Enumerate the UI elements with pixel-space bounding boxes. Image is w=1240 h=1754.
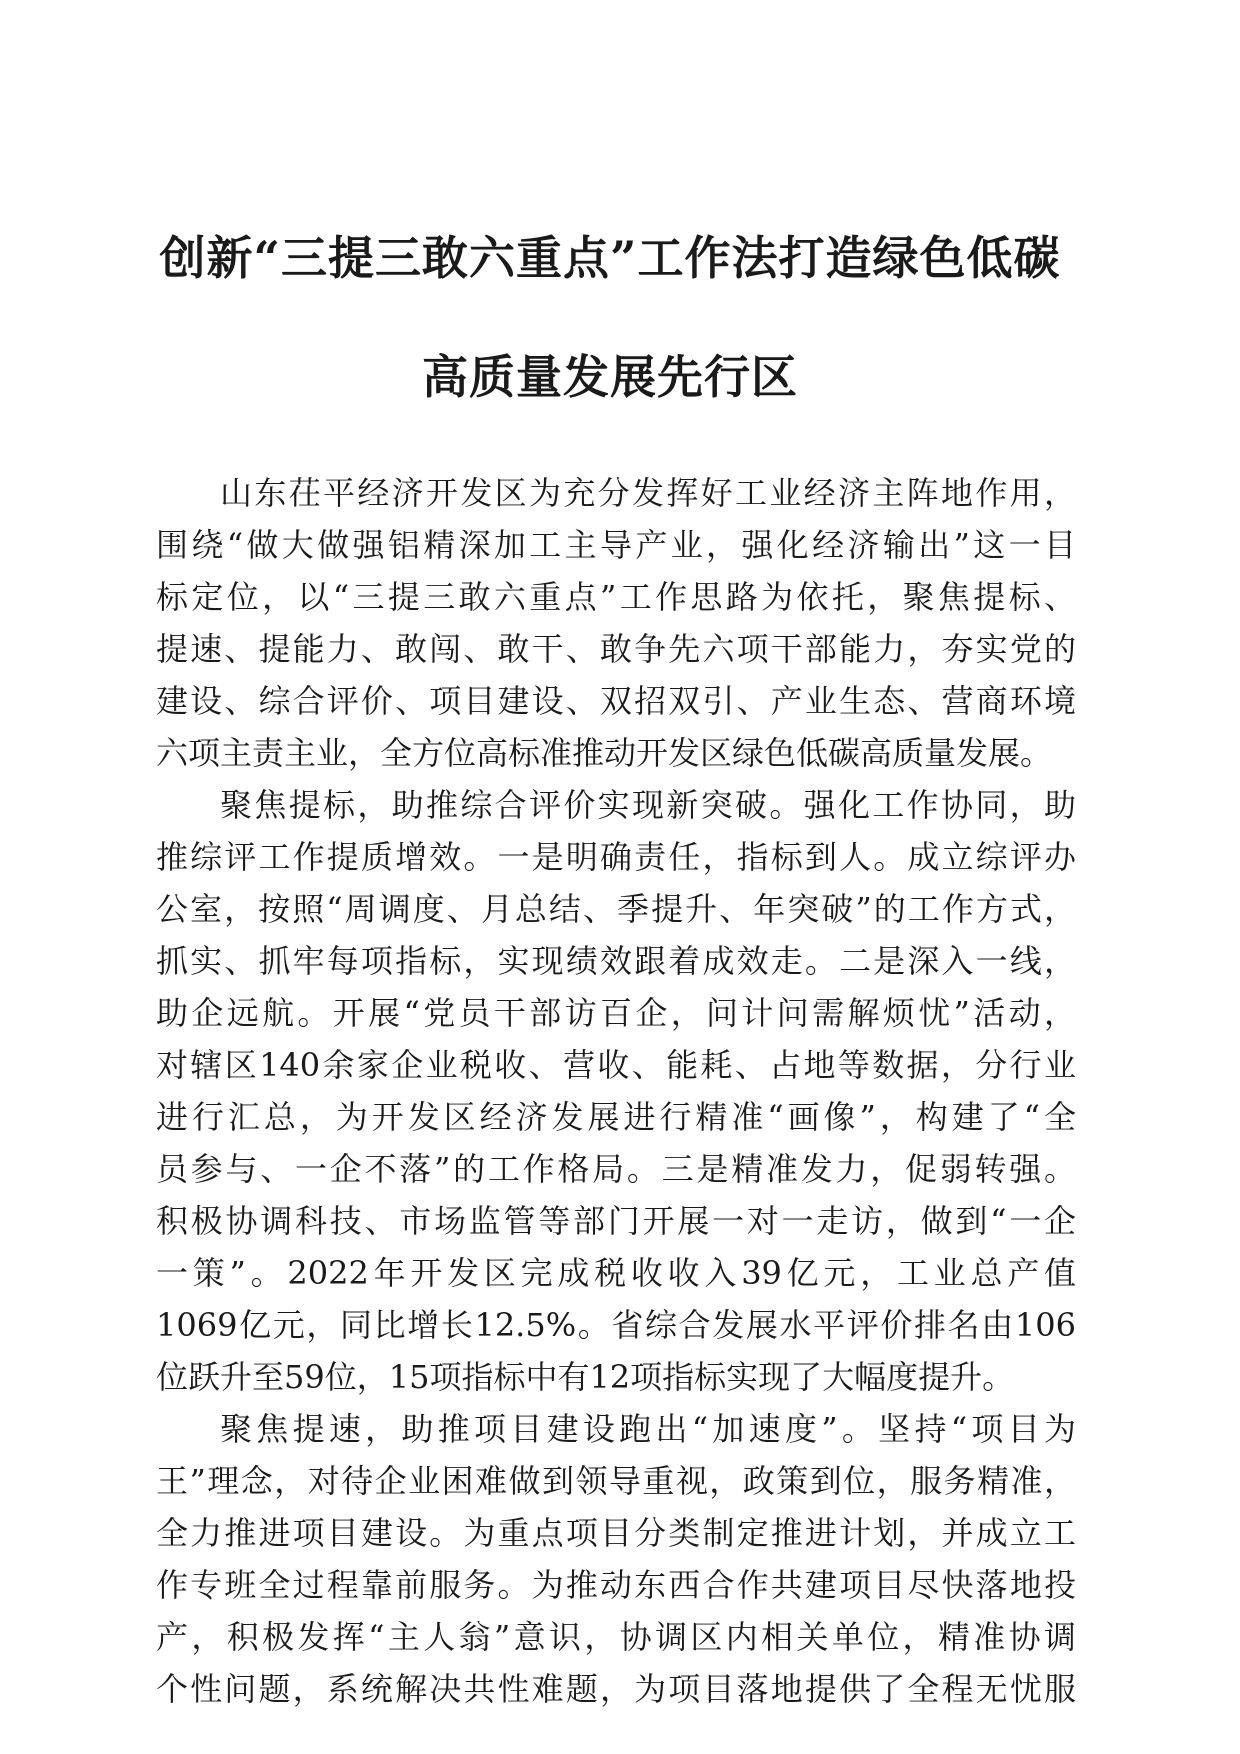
text-line: 1069亿元，同比增长12.5%。省综合发展水平评价排名由106	[156, 1306, 1076, 1344]
text-line: 提速、提能力、敢闯、敢干、敢争先六项干部能力，夯实党的	[156, 630, 1076, 668]
text-line: 标定位，以“三提三敢六重点”工作思路为依托，聚焦提标、	[156, 578, 1076, 616]
text-line: 员参与、一企不落”的工作格局。三是精准发力，促弱转强。	[156, 1150, 1076, 1188]
text-line: 对辖区140余家企业税收、营收、能耗、占地等数据，分行业	[156, 1046, 1076, 1084]
document-title-line-2: 高质量发展先行区	[422, 350, 798, 404]
text-line: 个性问题，系统解决共性难题，为项目落地提供了全程无忧服	[156, 1670, 1076, 1708]
text-line: 推综评工作提质增效。一是明确责任，指标到人。成立综评办	[156, 838, 1076, 876]
text-line: 抓实、抓牢每项指标，实现绩效跟着成效走。二是深入一线，	[156, 942, 1076, 980]
text-line: 六项主责主业，全方位高标准推动开发区绿色低碳高质量发展。	[156, 734, 1053, 772]
text-line: 一策”。2022年开发区完成税收收入39亿元，工业总产值	[156, 1254, 1076, 1292]
text-line: 山东茌平经济开发区为充分发挥好工业经济主阵地作用，	[220, 474, 1076, 512]
text-line: 进行汇总，为开发区经济发展进行精准“画像”，构建了“全	[156, 1098, 1076, 1136]
text-line: 产，积极发挥“主人翁”意识，协调区内相关单位，精准协调	[156, 1618, 1076, 1656]
text-line: 建设、综合评价、项目建设、双招双引、产业生态、营商环境	[156, 682, 1076, 720]
paragraph-1	[156, 467, 1076, 779]
text-line: 聚焦提速，助推项目建设跑出“加速度”。坚持“项目为	[220, 1410, 1076, 1448]
text-line: 公室，按照“周调度、月总结、季提升、年突破”的工作方式，	[156, 890, 1076, 928]
text-line: 助企远航。开展“党员干部访百企，问计问需解烦忧”活动，	[156, 994, 1076, 1032]
text-line: 聚焦提标，助推综合评价实现新突破。强化工作协同，助	[220, 786, 1076, 824]
document-body	[156, 467, 1076, 1715]
text-line: 作专班全过程靠前服务。为推动东西合作共建项目尽快落地投	[156, 1566, 1076, 1604]
document-title-line-1: 创新“三提三敢六重点”工作法打造绿色低碳	[159, 231, 1061, 285]
text-line: 位跃升至59位，15项指标中有12项指标实现了大幅度提升。	[156, 1358, 1015, 1396]
text-line: 全力推进项目建设。为重点项目分类制定推进计划，并成立工	[156, 1514, 1076, 1552]
text-line: 积极协调科技、市场监管等部门开展一对一走访，做到“一企	[156, 1202, 1076, 1240]
paragraph-3	[156, 1403, 1076, 1715]
text-line: 围绕“做大做强铝精深加工主导产业，强化经济输出”这一目	[156, 526, 1076, 564]
text-line: 王”理念，对待企业困难做到领导重视，政策到位，服务精准，	[156, 1462, 1076, 1500]
paragraph-2	[156, 779, 1076, 1403]
